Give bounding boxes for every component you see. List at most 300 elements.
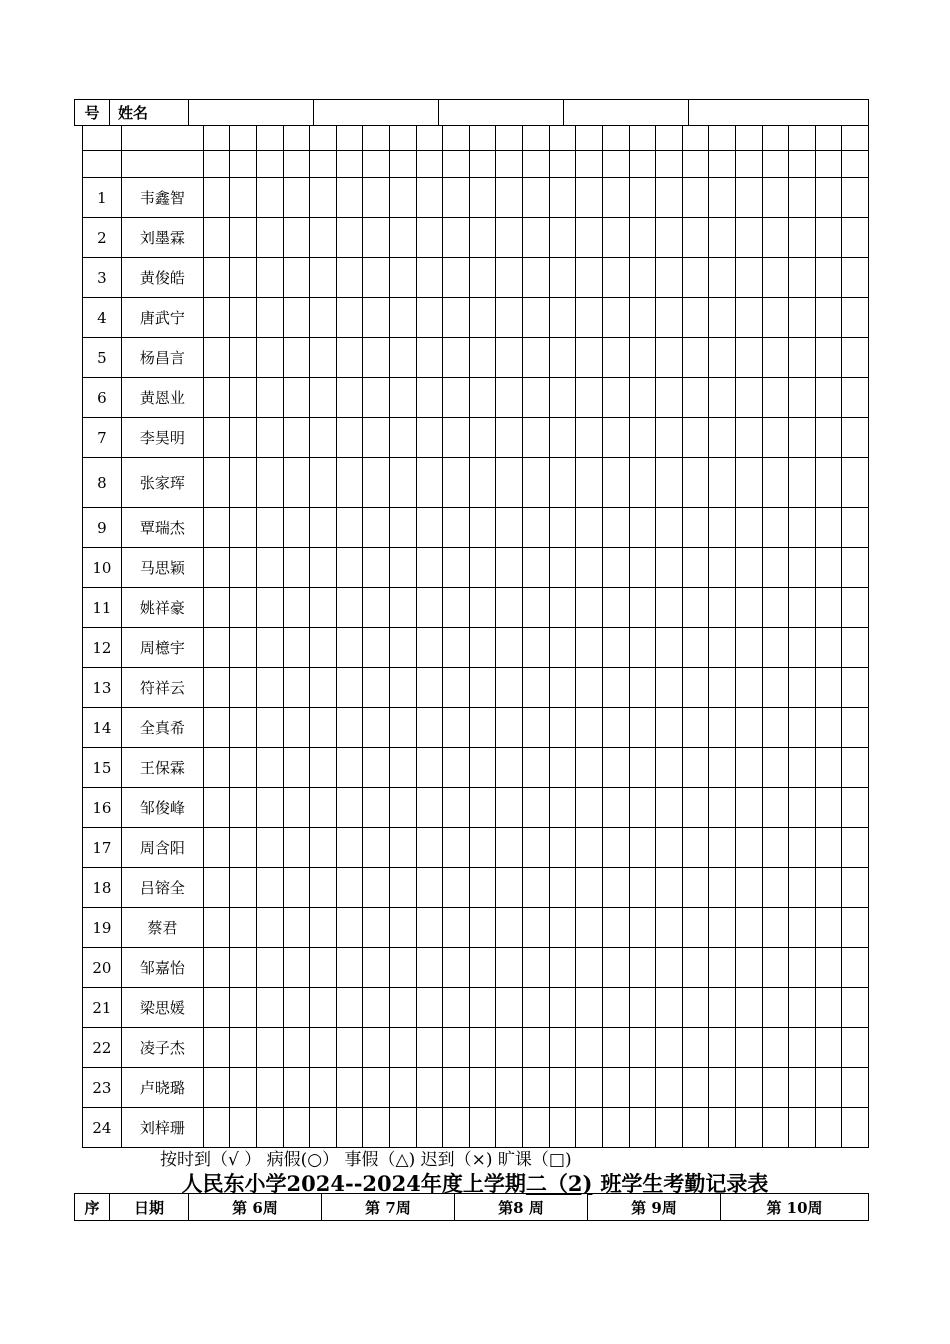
attendance-cell[interactable] <box>682 868 709 908</box>
attendance-cell[interactable] <box>762 298 789 338</box>
attendance-cell[interactable] <box>815 708 842 748</box>
attendance-cell[interactable] <box>523 338 550 378</box>
attendance-cell[interactable] <box>283 458 310 508</box>
attendance-cell[interactable] <box>629 868 656 908</box>
attendance-cell[interactable] <box>203 908 230 948</box>
attendance-cell[interactable] <box>656 908 683 948</box>
attendance-cell[interactable] <box>363 828 390 868</box>
attendance-cell[interactable] <box>789 151 816 178</box>
attendance-cell[interactable] <box>629 458 656 508</box>
attendance-cell[interactable] <box>283 988 310 1028</box>
attendance-cell[interactable] <box>230 668 257 708</box>
attendance-cell[interactable] <box>443 628 470 668</box>
attendance-cell[interactable] <box>576 258 603 298</box>
attendance-cell[interactable] <box>390 258 417 298</box>
attendance-cell[interactable] <box>762 948 789 988</box>
attendance-cell[interactable] <box>602 508 629 548</box>
attendance-cell[interactable] <box>416 708 443 748</box>
attendance-cell[interactable] <box>469 588 496 628</box>
attendance-cell[interactable] <box>336 708 363 748</box>
attendance-cell[interactable] <box>203 218 230 258</box>
attendance-cell[interactable] <box>576 1028 603 1068</box>
attendance-cell[interactable] <box>842 708 869 748</box>
attendance-cell[interactable] <box>815 828 842 868</box>
attendance-cell[interactable] <box>523 1068 550 1108</box>
attendance-cell[interactable] <box>496 508 523 548</box>
attendance-cell[interactable] <box>230 178 257 218</box>
attendance-cell[interactable] <box>363 1068 390 1108</box>
attendance-cell[interactable] <box>735 788 762 828</box>
attendance-cell[interactable] <box>842 748 869 788</box>
attendance-cell[interactable] <box>549 548 576 588</box>
attendance-cell[interactable] <box>682 588 709 628</box>
attendance-cell[interactable] <box>523 298 550 338</box>
attendance-cell[interactable] <box>256 298 283 338</box>
attendance-cell[interactable] <box>363 258 390 298</box>
attendance-cell[interactable] <box>549 668 576 708</box>
attendance-cell[interactable] <box>283 418 310 458</box>
attendance-cell[interactable] <box>443 1108 470 1148</box>
attendance-cell[interactable] <box>230 948 257 988</box>
attendance-cell[interactable] <box>842 828 869 868</box>
attendance-cell[interactable] <box>336 338 363 378</box>
attendance-cell[interactable] <box>390 218 417 258</box>
attendance-cell[interactable] <box>203 588 230 628</box>
attendance-cell[interactable] <box>256 628 283 668</box>
attendance-cell[interactable] <box>842 868 869 908</box>
attendance-cell[interactable] <box>496 458 523 508</box>
attendance-cell[interactable] <box>815 588 842 628</box>
attendance-cell[interactable] <box>203 508 230 548</box>
attendance-cell[interactable] <box>629 588 656 628</box>
attendance-cell[interactable] <box>496 1028 523 1068</box>
attendance-cell[interactable] <box>762 788 789 828</box>
attendance-cell[interactable] <box>523 418 550 458</box>
attendance-cell[interactable] <box>602 151 629 178</box>
attendance-cell[interactable] <box>363 1028 390 1068</box>
attendance-cell[interactable] <box>735 548 762 588</box>
attendance-cell[interactable] <box>682 908 709 948</box>
attendance-cell[interactable] <box>815 458 842 508</box>
attendance-cell[interactable] <box>469 338 496 378</box>
attendance-cell[interactable] <box>842 1108 869 1148</box>
attendance-cell[interactable] <box>336 218 363 258</box>
attendance-cell[interactable] <box>549 908 576 948</box>
attendance-cell[interactable] <box>390 178 417 218</box>
attendance-cell[interactable] <box>709 1108 736 1148</box>
attendance-cell[interactable] <box>709 668 736 708</box>
attendance-cell[interactable] <box>283 548 310 588</box>
attendance-cell[interactable] <box>735 908 762 948</box>
attendance-cell[interactable] <box>230 548 257 588</box>
attendance-cell[interactable] <box>789 126 816 151</box>
attendance-cell[interactable] <box>656 548 683 588</box>
attendance-cell[interactable] <box>363 126 390 151</box>
attendance-cell[interactable] <box>682 258 709 298</box>
attendance-cell[interactable] <box>523 788 550 828</box>
attendance-cell[interactable] <box>203 151 230 178</box>
attendance-cell[interactable] <box>256 588 283 628</box>
attendance-cell[interactable] <box>602 258 629 298</box>
attendance-cell[interactable] <box>230 151 257 178</box>
attendance-cell[interactable] <box>682 126 709 151</box>
attendance-cell[interactable] <box>469 668 496 708</box>
attendance-cell[interactable] <box>416 258 443 298</box>
attendance-cell[interactable] <box>709 126 736 151</box>
attendance-cell[interactable] <box>762 218 789 258</box>
attendance-cell[interactable] <box>390 668 417 708</box>
attendance-cell[interactable] <box>496 1068 523 1108</box>
attendance-cell[interactable] <box>602 788 629 828</box>
attendance-cell[interactable] <box>496 178 523 218</box>
attendance-cell[interactable] <box>230 218 257 258</box>
attendance-cell[interactable] <box>735 628 762 668</box>
attendance-cell[interactable] <box>256 126 283 151</box>
attendance-cell[interactable] <box>842 948 869 988</box>
attendance-cell[interactable] <box>363 298 390 338</box>
attendance-cell[interactable] <box>496 748 523 788</box>
attendance-cell[interactable] <box>390 828 417 868</box>
attendance-cell[interactable] <box>523 126 550 151</box>
attendance-cell[interactable] <box>523 458 550 508</box>
attendance-cell[interactable] <box>602 588 629 628</box>
attendance-cell[interactable] <box>363 588 390 628</box>
attendance-cell[interactable] <box>443 1068 470 1108</box>
attendance-cell[interactable] <box>310 458 337 508</box>
attendance-cell[interactable] <box>656 668 683 708</box>
attendance-cell[interactable] <box>256 1068 283 1108</box>
attendance-cell[interactable] <box>469 708 496 748</box>
attendance-cell[interactable] <box>390 948 417 988</box>
attendance-cell[interactable] <box>629 668 656 708</box>
attendance-cell[interactable] <box>523 588 550 628</box>
attendance-cell[interactable] <box>336 788 363 828</box>
attendance-cell[interactable] <box>815 628 842 668</box>
attendance-cell[interactable] <box>789 298 816 338</box>
attendance-cell[interactable] <box>709 338 736 378</box>
attendance-cell[interactable] <box>682 298 709 338</box>
attendance-cell[interactable] <box>735 338 762 378</box>
attendance-cell[interactable] <box>789 418 816 458</box>
attendance-cell[interactable] <box>443 988 470 1028</box>
attendance-cell[interactable] <box>842 1028 869 1068</box>
attendance-cell[interactable] <box>363 908 390 948</box>
attendance-cell[interactable] <box>549 151 576 178</box>
attendance-cell[interactable] <box>256 668 283 708</box>
attendance-cell[interactable] <box>762 1108 789 1148</box>
attendance-cell[interactable] <box>336 668 363 708</box>
attendance-cell[interactable] <box>735 508 762 548</box>
attendance-cell[interactable] <box>629 218 656 258</box>
attendance-cell[interactable] <box>549 868 576 908</box>
attendance-cell[interactable] <box>496 338 523 378</box>
attendance-cell[interactable] <box>709 418 736 458</box>
attendance-cell[interactable] <box>523 218 550 258</box>
attendance-cell[interactable] <box>842 418 869 458</box>
attendance-cell[interactable] <box>709 788 736 828</box>
attendance-cell[interactable] <box>523 628 550 668</box>
attendance-cell[interactable] <box>602 908 629 948</box>
attendance-cell[interactable] <box>416 508 443 548</box>
attendance-cell[interactable] <box>709 748 736 788</box>
attendance-cell[interactable] <box>602 378 629 418</box>
attendance-cell[interactable] <box>602 948 629 988</box>
attendance-cell[interactable] <box>443 1028 470 1068</box>
attendance-cell[interactable] <box>656 788 683 828</box>
attendance-cell[interactable] <box>602 708 629 748</box>
attendance-cell[interactable] <box>230 1028 257 1068</box>
attendance-cell[interactable] <box>203 788 230 828</box>
attendance-cell[interactable] <box>283 258 310 298</box>
attendance-cell[interactable] <box>576 668 603 708</box>
attendance-cell[interactable] <box>390 1108 417 1148</box>
attendance-cell[interactable] <box>576 151 603 178</box>
attendance-cell[interactable] <box>656 418 683 458</box>
attendance-cell[interactable] <box>203 948 230 988</box>
attendance-cell[interactable] <box>762 828 789 868</box>
attendance-cell[interactable] <box>549 218 576 258</box>
attendance-cell[interactable] <box>629 418 656 458</box>
attendance-cell[interactable] <box>496 948 523 988</box>
attendance-cell[interactable] <box>709 1068 736 1108</box>
attendance-cell[interactable] <box>842 788 869 828</box>
attendance-cell[interactable] <box>390 748 417 788</box>
attendance-cell[interactable] <box>735 948 762 988</box>
attendance-cell[interactable] <box>310 151 337 178</box>
attendance-cell[interactable] <box>523 1028 550 1068</box>
attendance-cell[interactable] <box>789 868 816 908</box>
attendance-cell[interactable] <box>336 548 363 588</box>
attendance-cell[interactable] <box>815 1068 842 1108</box>
attendance-cell[interactable] <box>735 708 762 748</box>
attendance-cell[interactable] <box>629 1068 656 1108</box>
attendance-cell[interactable] <box>443 218 470 258</box>
attendance-cell[interactable] <box>363 868 390 908</box>
attendance-cell[interactable] <box>416 548 443 588</box>
attendance-cell[interactable] <box>363 418 390 458</box>
attendance-cell[interactable] <box>762 1028 789 1068</box>
attendance-cell[interactable] <box>682 828 709 868</box>
attendance-cell[interactable] <box>230 1068 257 1108</box>
attendance-cell[interactable] <box>363 788 390 828</box>
attendance-cell[interactable] <box>283 126 310 151</box>
attendance-cell[interactable] <box>523 748 550 788</box>
attendance-cell[interactable] <box>203 418 230 458</box>
attendance-cell[interactable] <box>709 378 736 418</box>
attendance-cell[interactable] <box>523 548 550 588</box>
attendance-cell[interactable] <box>629 151 656 178</box>
attendance-cell[interactable] <box>336 378 363 418</box>
attendance-cell[interactable] <box>310 868 337 908</box>
attendance-cell[interactable] <box>789 948 816 988</box>
attendance-cell[interactable] <box>336 298 363 338</box>
attendance-cell[interactable] <box>416 298 443 338</box>
attendance-cell[interactable] <box>789 588 816 628</box>
attendance-cell[interactable] <box>576 908 603 948</box>
attendance-cell[interactable] <box>443 178 470 218</box>
attendance-cell[interactable] <box>762 668 789 708</box>
attendance-cell[interactable] <box>310 178 337 218</box>
attendance-cell[interactable] <box>735 258 762 298</box>
attendance-cell[interactable] <box>735 1108 762 1148</box>
attendance-cell[interactable] <box>815 258 842 298</box>
attendance-cell[interactable] <box>390 1028 417 1068</box>
attendance-cell[interactable] <box>496 298 523 338</box>
attendance-cell[interactable] <box>363 668 390 708</box>
attendance-cell[interactable] <box>310 218 337 258</box>
attendance-cell[interactable] <box>789 628 816 668</box>
attendance-cell[interactable] <box>523 178 550 218</box>
attendance-cell[interactable] <box>256 988 283 1028</box>
attendance-cell[interactable] <box>363 628 390 668</box>
attendance-cell[interactable] <box>416 418 443 458</box>
attendance-cell[interactable] <box>496 126 523 151</box>
attendance-cell[interactable] <box>576 418 603 458</box>
attendance-cell[interactable] <box>336 258 363 298</box>
attendance-cell[interactable] <box>682 218 709 258</box>
attendance-cell[interactable] <box>682 508 709 548</box>
attendance-cell[interactable] <box>576 988 603 1028</box>
attendance-cell[interactable] <box>256 1028 283 1068</box>
attendance-cell[interactable] <box>709 258 736 298</box>
attendance-cell[interactable] <box>469 988 496 1028</box>
attendance-cell[interactable] <box>310 298 337 338</box>
attendance-cell[interactable] <box>549 418 576 458</box>
attendance-cell[interactable] <box>496 668 523 708</box>
attendance-cell[interactable] <box>230 628 257 668</box>
attendance-cell[interactable] <box>283 298 310 338</box>
attendance-cell[interactable] <box>602 628 629 668</box>
attendance-cell[interactable] <box>443 588 470 628</box>
attendance-cell[interactable] <box>549 178 576 218</box>
attendance-cell[interactable] <box>336 588 363 628</box>
attendance-cell[interactable] <box>656 458 683 508</box>
attendance-cell[interactable] <box>762 748 789 788</box>
attendance-cell[interactable] <box>496 258 523 298</box>
attendance-cell[interactable] <box>390 988 417 1028</box>
attendance-cell[interactable] <box>682 458 709 508</box>
attendance-cell[interactable] <box>629 378 656 418</box>
attendance-cell[interactable] <box>815 418 842 458</box>
attendance-cell[interactable] <box>283 748 310 788</box>
attendance-cell[interactable] <box>203 708 230 748</box>
attendance-cell[interactable] <box>416 628 443 668</box>
attendance-cell[interactable] <box>762 258 789 298</box>
attendance-cell[interactable] <box>549 748 576 788</box>
attendance-cell[interactable] <box>815 988 842 1028</box>
attendance-cell[interactable] <box>762 908 789 948</box>
attendance-cell[interactable] <box>469 828 496 868</box>
attendance-cell[interactable] <box>416 1068 443 1108</box>
attendance-cell[interactable] <box>283 708 310 748</box>
attendance-cell[interactable] <box>789 1108 816 1148</box>
attendance-cell[interactable] <box>842 1068 869 1108</box>
attendance-cell[interactable] <box>842 508 869 548</box>
attendance-cell[interactable] <box>443 258 470 298</box>
attendance-cell[interactable] <box>443 708 470 748</box>
attendance-cell[interactable] <box>230 588 257 628</box>
attendance-cell[interactable] <box>709 628 736 668</box>
attendance-cell[interactable] <box>602 868 629 908</box>
attendance-cell[interactable] <box>762 418 789 458</box>
attendance-cell[interactable] <box>363 151 390 178</box>
attendance-cell[interactable] <box>390 508 417 548</box>
attendance-cell[interactable] <box>629 628 656 668</box>
attendance-cell[interactable] <box>230 908 257 948</box>
attendance-cell[interactable] <box>283 588 310 628</box>
attendance-cell[interactable] <box>735 418 762 458</box>
attendance-cell[interactable] <box>469 508 496 548</box>
attendance-cell[interactable] <box>576 748 603 788</box>
attendance-cell[interactable] <box>230 708 257 748</box>
attendance-cell[interactable] <box>256 338 283 378</box>
attendance-cell[interactable] <box>523 988 550 1028</box>
attendance-cell[interactable] <box>443 126 470 151</box>
attendance-cell[interactable] <box>443 788 470 828</box>
attendance-cell[interactable] <box>469 748 496 788</box>
attendance-cell[interactable] <box>682 668 709 708</box>
attendance-cell[interactable] <box>549 628 576 668</box>
attendance-cell[interactable] <box>363 378 390 418</box>
attendance-cell[interactable] <box>629 788 656 828</box>
attendance-cell[interactable] <box>842 988 869 1028</box>
attendance-cell[interactable] <box>709 218 736 258</box>
attendance-cell[interactable] <box>469 218 496 258</box>
attendance-cell[interactable] <box>283 378 310 418</box>
attendance-cell[interactable] <box>469 378 496 418</box>
attendance-cell[interactable] <box>549 788 576 828</box>
attendance-cell[interactable] <box>842 458 869 508</box>
attendance-cell[interactable] <box>842 151 869 178</box>
attendance-cell[interactable] <box>283 1028 310 1068</box>
attendance-cell[interactable] <box>443 828 470 868</box>
attendance-cell[interactable] <box>523 828 550 868</box>
attendance-cell[interactable] <box>363 508 390 548</box>
attendance-cell[interactable] <box>443 458 470 508</box>
attendance-cell[interactable] <box>682 1028 709 1068</box>
attendance-cell[interactable] <box>310 1068 337 1108</box>
attendance-cell[interactable] <box>496 218 523 258</box>
attendance-cell[interactable] <box>256 151 283 178</box>
attendance-cell[interactable] <box>762 868 789 908</box>
attendance-cell[interactable] <box>523 378 550 418</box>
attendance-cell[interactable] <box>762 588 789 628</box>
attendance-cell[interactable] <box>496 988 523 1028</box>
attendance-cell[interactable] <box>443 338 470 378</box>
attendance-cell[interactable] <box>842 378 869 418</box>
attendance-cell[interactable] <box>629 298 656 338</box>
attendance-cell[interactable] <box>735 1068 762 1108</box>
attendance-cell[interactable] <box>336 508 363 548</box>
attendance-cell[interactable] <box>496 788 523 828</box>
attendance-cell[interactable] <box>815 1108 842 1148</box>
attendance-cell[interactable] <box>469 418 496 458</box>
attendance-cell[interactable] <box>416 828 443 868</box>
attendance-cell[interactable] <box>656 178 683 218</box>
attendance-cell[interactable] <box>469 1028 496 1068</box>
attendance-cell[interactable] <box>469 788 496 828</box>
attendance-cell[interactable] <box>602 338 629 378</box>
attendance-cell[interactable] <box>469 548 496 588</box>
attendance-cell[interactable] <box>256 258 283 298</box>
attendance-cell[interactable] <box>682 418 709 458</box>
attendance-cell[interactable] <box>416 338 443 378</box>
attendance-cell[interactable] <box>336 828 363 868</box>
attendance-cell[interactable] <box>815 151 842 178</box>
attendance-cell[interactable] <box>203 868 230 908</box>
attendance-cell[interactable] <box>230 298 257 338</box>
attendance-cell[interactable] <box>549 948 576 988</box>
